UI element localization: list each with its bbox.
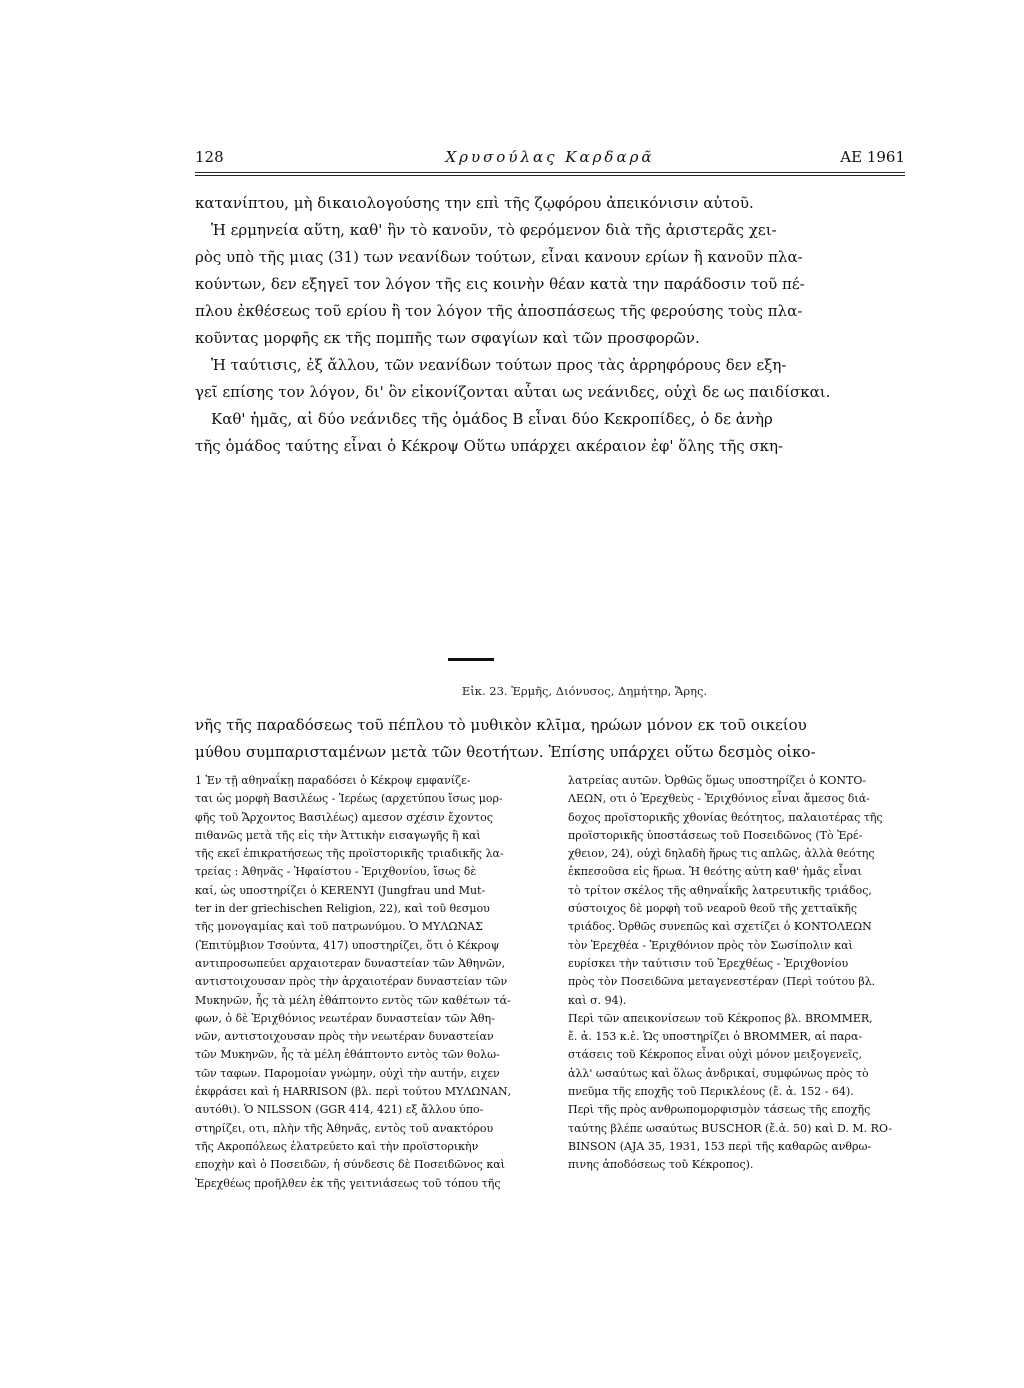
figure-area	[195, 450, 907, 680]
footnote-line: λατρείας αυτῶν. Ὀρθῶς ὅμως υποστηρίζει ὁ ΚΟΝΤΟ-	[568, 774, 867, 787]
footnote-line: (Ἐπιτύμβιον Τσούντα, 417) υποστηρίζει, ὅτι ὁ Κέκροψ	[195, 938, 500, 952]
footnote-line: τῆς Ακροπόλεως ἐλατρεύετο καὶ τὴν προϊστορικὴν	[195, 1139, 479, 1153]
footnote-line: Περὶ τῆς πρὸς ανθρωπομορφισμὸν τάσεως τῆς εποχῆς	[568, 1103, 871, 1117]
footnote-line: ται ὡς μορφὴ Βασιλέως - Ἱερέως (αρχετύπου ἴσως μορ-	[195, 792, 503, 806]
footnote-line: Μυκηνῶν, ἧς τὰ μέλη ἐθάπτοντο εντὸς τῶν καθέτων τά-	[195, 993, 511, 1007]
footnote-line: προϊστορικῆς ὑποστάσεως τοῦ Ποσειδῶνος (Τὸ Ἐρέ-	[568, 828, 863, 842]
header-rule	[195, 172, 905, 173]
footnote-line: τῶν Μυκηνῶν, ἧς τὰ μέλη ἐθάπτοντο εντὸς τῶν θολω-	[195, 1048, 500, 1062]
journal-reference: ΑΕ 1961	[840, 148, 905, 166]
footnotes-right-column	[568, 772, 908, 1175]
body-line: κούντων, δεν εξηγεῖ τον λόγον τῆς εις κοινὴν θέαν κατὰ την παράδοσιν τοῦ πέ-	[195, 275, 805, 293]
footnote-line: ἐκπεσοῦσα εἰς ἥρωα. Ἡ θεότης αὐτη καθ' ἡμᾶς εἶναι	[568, 865, 862, 879]
footnote-line: στηρίζει, οτι, πλὴν τῆς Ἀθηνᾶς, εντὸς τοῦ ανακτόρου	[195, 1121, 494, 1135]
footnote-line: τρείας : Ἀθηνᾶς - Ἡφαίστου - Ἐριχθονίου, ἴσως δὲ	[195, 865, 477, 879]
footnote-line: Ἐρεχθέως προῆλθεν ἐκ τῆς γειτνιάσεως τοῦ τόπου τῆς	[195, 1176, 501, 1190]
footnote-line: νῶν, αντιστοιχουσαν πρὸς τὴν νεωτέραν δυναστείαν	[195, 1030, 494, 1044]
body-line: τῆς ὁμάδος ταύτης εἶναι ὁ Κέκροψ Οὕτω υπάρχει ακέραιον ἐφ' ὅλης τῆς σκη-	[195, 437, 784, 455]
footnote-line: τῆς μονογαμίας καὶ τοῦ πατρωνύμου. Ὁ ΜΥΛΩΝΑΣ	[195, 920, 483, 934]
body-text-bottom	[195, 712, 907, 766]
footnotes-left-column	[195, 772, 535, 1193]
footnote-line: τριάδος. Ὀρθῶς συνεπῶς καὶ σχετίζει ὁ ΚΟΝΤΟΛΕΩΝ	[568, 920, 872, 934]
footnote-line: εποχὴν καὶ ὁ Ποσειδῶν, ἡ σύνδεσις δὲ Ποσειδῶνος καὶ	[195, 1158, 505, 1172]
running-header	[195, 148, 905, 170]
footnote-line: πιθανῶς μετὰ τῆς εἰς τὴν Ἀττικὴν εισαγωγῆς ἢ καὶ	[195, 828, 481, 842]
footnote-line: ταύτης βλέπε ωσαύτως BUSCHOR (ἔ.ἀ. 50) καὶ D. M. RO-	[568, 1121, 893, 1135]
footnote-line: φῆς τοῦ Ἄρχοντος Βασιλέως) αμεσον σχέσιν ἔχοντος	[195, 810, 493, 824]
figure-caption	[0, 684, 1024, 698]
footnote-line: τῶν ταφων. Παρομοίαν γνώμην, οὐχὶ τὴν αυτήν, ειχεν	[195, 1066, 500, 1080]
page-number: 128	[195, 148, 224, 166]
footnote-line: Περὶ τῶν απεικονίσεων τοῦ Κέκροπος βλ. BROMMER,	[568, 1011, 873, 1025]
footnote-line: 1 Ἐν τῇ αθηναΐκῃ παραδόσει ὁ Κέκροψ εμφανίζε-	[195, 774, 471, 787]
body-line: πλου ἐκθέσεως τοῦ ερίου ἢ τον λόγον τῆς ἀποσπάσεως τῆς φερούσης τοὺς πλα-	[195, 302, 803, 320]
footnote-line: ἐκφράσει καὶ ἡ HARRISON (βλ. περὶ τούτου ΜΥΛΩΝΑΝ,	[195, 1085, 512, 1099]
footnote-line: σύστοιχος δὲ μορφὴ τοῦ νεαροῦ θεοῦ τῆς χετταϊκῆς	[568, 902, 858, 916]
footnote-line: ΛΕΩΝ, οτι ὁ Ἐρεχθεὺς - Ἐριχθόνιος εἶναι ἄμεσος διά-	[568, 792, 870, 806]
body-line: ρὸς υπὸ τῆς μιας (31) των νεανίδων τούτων, εἶναι κανουν ερίων ἢ κανοῦν πλα-	[195, 248, 803, 266]
footnote-line: ἔ. ἀ. 153 κ.ἑ. Ὡς υποστηρίζει ὁ BROMMER, αἱ παρα-	[568, 1030, 863, 1044]
figure-caption-text: Εἰκ. 23. Ἑρμῆς, Διόνυσος, Δημήτηρ, Ἄρης.	[461, 684, 708, 698]
body-line: Ἡ ερμηνεία αὕτη, καθ' ἣν τὸ κανοῦν, τὸ φερόμενον διὰ τῆς ἀριστερᾶς χει-	[211, 221, 777, 239]
footnote-line: φων, ὁ δὲ Ἐριχθόνιος νεωτέραν δυναστείαν τῶν Ἀθη-	[195, 1011, 495, 1025]
footnote-line: αυτόθι). Ὁ NILSSON (GGR 414, 421) εξ ἄλλου ύπο-	[195, 1103, 484, 1117]
footnote-line: ἀλλ' ωσαύτως καὶ ὅλως ἀνδρικαί, συμφώνως πρὸς τὸ	[568, 1066, 869, 1080]
body-line: Καθ' ἡμᾶς, αἱ δύο νεάνιδες τῆς ὁμάδος Β εἶναι δύο Κεκροπίδες, ὁ δε ἀνὴρ	[211, 410, 773, 428]
footnote-line: καὶ σ. 94).	[568, 993, 627, 1007]
footnote-line: πινης ἀποδόσεως τοῦ Κέκροπος).	[568, 1158, 754, 1172]
footnote-line: αντιστοιχουσαν πρὸς τὴν ἀρχαιοτέραν δυναστείαν τῶν	[195, 975, 508, 989]
header-rule-second	[195, 175, 905, 176]
footnote-line: καί, ὡς υποστηρίζει ὁ KERENYI (Jungfrau und Mut-	[195, 883, 486, 897]
footnote-line: ευρίσκει τὴν ταύτισιν τοῦ Ἐρεχθέως - Ἐριχθονίου	[568, 956, 849, 970]
footnote-line: αντιπροσωπεύει αρχαιοτεραν δυναστείαν τῶν Ἀθηνῶν,	[195, 956, 506, 970]
body-text-top	[195, 190, 907, 460]
footnote-line: δοχος προϊστορικῆς χθονίας θεότητος, παλαιοτέρας τῆς	[568, 810, 883, 824]
footnote-line: τὸν Ἐρεχθέα - Ἐριχθόνιον πρὸς τὸν Σωσίπολιν καὶ	[568, 938, 853, 952]
body-line: γεῖ επίσης τον λόγον, δι' ὃν εἰκονίζονται αὗται ως νεάνιδες, οὐχὶ δε ως παιδίσκαι.	[195, 383, 831, 401]
footnote-line: τῆς εκεῖ ἐπικρατήσεως τῆς προϊστορικῆς τριαδικῆς λα-	[195, 847, 504, 861]
footnote-line: τὸ τρίτον σκέλος τῆς αθηναΐκῆς λατρευτικῆς τριάδος,	[568, 883, 872, 897]
running-author: Χρυσούλας Καρδαρᾶ	[445, 148, 655, 166]
body-line: κατανίπτου, μὴ δικαιολογούσης την επὶ τῆς ζῳφόρου ἀπεικόνισιν αὐτοῦ.	[195, 194, 754, 212]
body-line: κοῦντας μορφῆς εκ τῆς πομπῆς των σφαγίων καὶ τῶν προσφορῶν.	[195, 329, 700, 347]
footnote-line: χθειον, 24), οὐχὶ δηλαδὴ ἥρως τις απλῶς, ἀλλὰ θεότης	[568, 847, 875, 861]
footnote-line: BINSON (AJA 35, 1931, 153 περὶ τῆς καθαρῶς ανθρω-	[568, 1139, 872, 1153]
footnote-line: πρὸς τὸν Ποσειδῶνα μεταγενεστέραν (Περὶ τούτου βλ.	[568, 975, 876, 989]
footnote-line: πνεῦμα τῆς εποχῆς τοῦ Περικλέους (ἔ. ἀ. 152 - 64).	[568, 1085, 854, 1099]
footnote-line: ter in der griechischen Religion, 22), καὶ τοῦ θεσμου	[195, 902, 490, 916]
body-line: νῆς τῆς παραδόσεως τοῦ πέπλου τὸ μυθικὸν κλῖμα, ηρώων μόνον εκ τοῦ οικείου	[195, 716, 807, 734]
footnote-line: στάσεις τοῦ Κέκροπος εἶναι οὐχὶ μόνον μειξογενεῖς,	[568, 1048, 862, 1062]
figure-mark	[448, 658, 494, 661]
body-line: Ἡ ταύτισις, ἐξ ἄλλου, τῶν νεανίδων τούτων προς τὰς ἀρρηφόρους δεν εξη-	[211, 356, 787, 374]
body-line: μύθου συμπαρισταμένων μετὰ τῶν θεοτήτων. Ἐπίσης υπάρχει οὕτω δεσμὸς οἰκο-	[195, 743, 816, 761]
